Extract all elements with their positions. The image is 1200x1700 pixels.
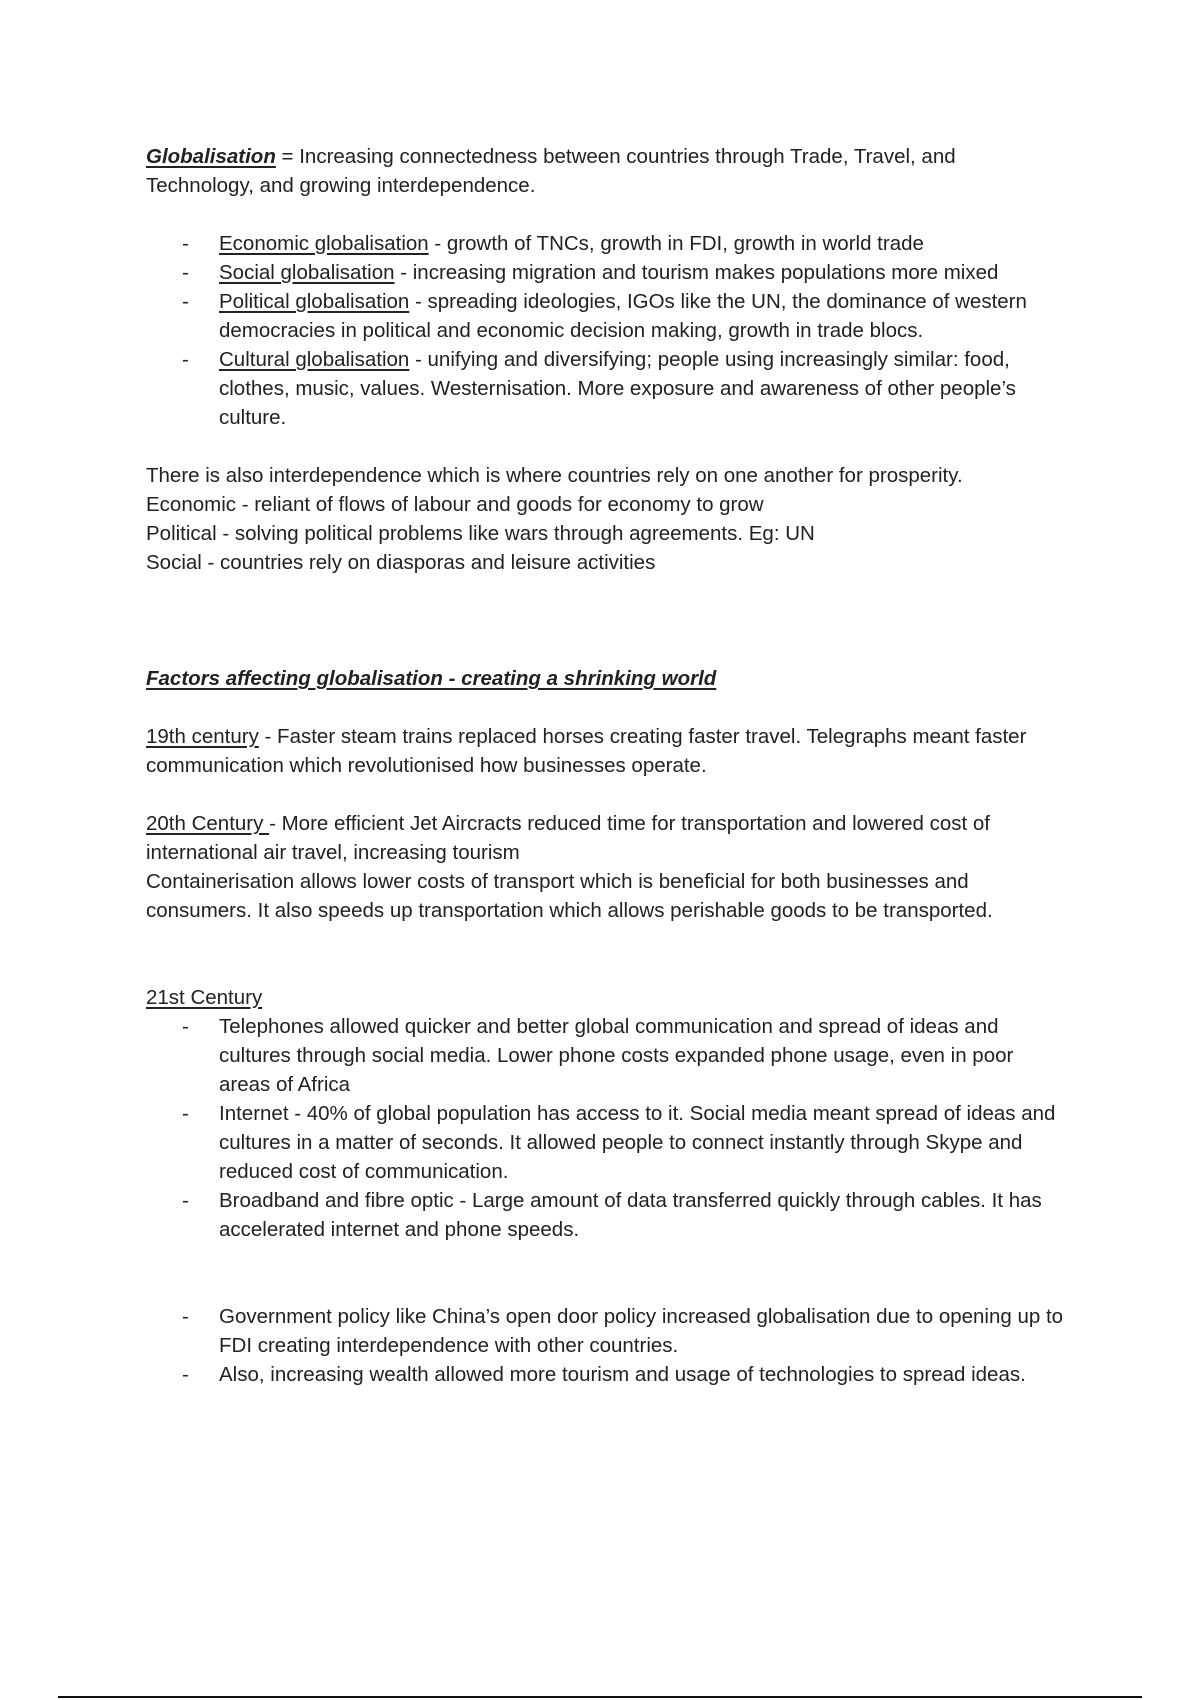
century-20-paragraph bbox=[146, 809, 1066, 867]
list-item: - Telephones allowed quicker and better global communication and spread of ideas and cultures through social media. Lower phone costs expanded phone usage, even in poor areas of Africa bbox=[182, 1015, 1014, 1096]
type-label: Social globalisation bbox=[219, 261, 395, 284]
century-19-paragraph bbox=[146, 722, 1066, 780]
containerisation-paragraph: Containerisation allows lower costs of transport which is beneficial for both businesses and consumers. It also speeds up transportation which allows perishable goods to be transported. bbox=[146, 870, 993, 922]
list-item: - Cultural globalisation - unifying and diversifying; people using increasingly similar: food, clothes, music, values. Westernisation. More exposure and awareness of other people’s culture. bbox=[182, 348, 1016, 429]
page-bottom-divider bbox=[58, 1696, 1142, 1698]
list-item: - Economic globalisation - growth of TNCs, growth in FDI, growth in world trade bbox=[182, 232, 924, 255]
list-item: - Social globalisation - increasing migration and tourism makes populations more mixed bbox=[182, 261, 999, 284]
list-item: - Political globalisation - spreading ideologies, IGOs like the UN, the dominance of western democracies in political and economic decision making, growth in trade blocs. bbox=[182, 290, 1027, 342]
interdependence-line: Economic - reliant of flows of labour and goods for economy to grow bbox=[146, 493, 764, 516]
interdependence-line: Social - countries rely on diasporas and leisure activities bbox=[146, 551, 656, 574]
type-label: Cultural globalisation bbox=[219, 348, 410, 371]
interdependence-line: Political - solving political problems like wars through agreements. Eg: UN bbox=[146, 522, 815, 545]
list-item: - Broadband and fibre optic - Large amount of data transferred quickly through cables. It has accelerated internet and phone speeds. bbox=[182, 1189, 1042, 1241]
list-item: - Also, increasing wealth allowed more tourism and usage of technologies to spread ideas. bbox=[182, 1363, 1026, 1386]
type-label: Political globalisation bbox=[219, 290, 410, 313]
other-factors-list bbox=[146, 1302, 1066, 1389]
definition-term: Globalisation bbox=[146, 145, 276, 168]
type-text: - unifying and diversifying; people using increasingly similar: food, clothes, music, values. Westernisation. More exposure and awareness of other people’s culture. bbox=[219, 348, 1016, 429]
section-heading: Factors affecting globalisation - creating a shrinking world bbox=[146, 667, 717, 690]
century-20-text: - More efficient Jet Aircracts reduced time for transportation and lowered cost of international air travel, increasing tourism bbox=[146, 812, 990, 864]
type-text: - growth of TNCs, growth in FDI, growth in world trade bbox=[428, 232, 924, 255]
list-item: - Government policy like China’s open door policy increased globalisation due to opening up to FDI creating interdependence with other countries. bbox=[182, 1305, 1064, 1357]
century-21-list bbox=[146, 1012, 1066, 1244]
definition-paragraph bbox=[146, 142, 1066, 200]
type-label: Economic globalisation bbox=[219, 232, 429, 255]
century-19-text: - Faster steam trains replaced horses creating faster travel. Telegraphs meant faster communication which revolutionised how businesses operate. bbox=[146, 725, 1027, 777]
century-20-label: 20th Century bbox=[146, 812, 270, 835]
type-text: - spreading ideologies, IGOs like the UN, the dominance of western democracies in political and economic decision making, growth in trade blocs. bbox=[219, 290, 1027, 342]
globalisation-types-list bbox=[146, 229, 1066, 432]
definition-text: = Increasing connectedness between countries through Trade, Travel, and Technology, and growing interdependence. bbox=[146, 145, 956, 197]
interdependence-line: There is also interdependence which is where countries rely on one another for prosperity. bbox=[146, 464, 963, 487]
century-19-label: 19th century bbox=[146, 725, 259, 748]
list-item: - Internet - 40% of global population has access to it. Social media meant spread of ideas and cultures in a matter of seconds. It allowed people to connect instantly through Skype and reduced cost of communication. bbox=[182, 1102, 1056, 1183]
type-text: - increasing migration and tourism makes populations more mixed bbox=[394, 261, 999, 284]
century-21-heading: 21st Century bbox=[146, 986, 263, 1009]
document-page bbox=[146, 142, 1066, 1389]
